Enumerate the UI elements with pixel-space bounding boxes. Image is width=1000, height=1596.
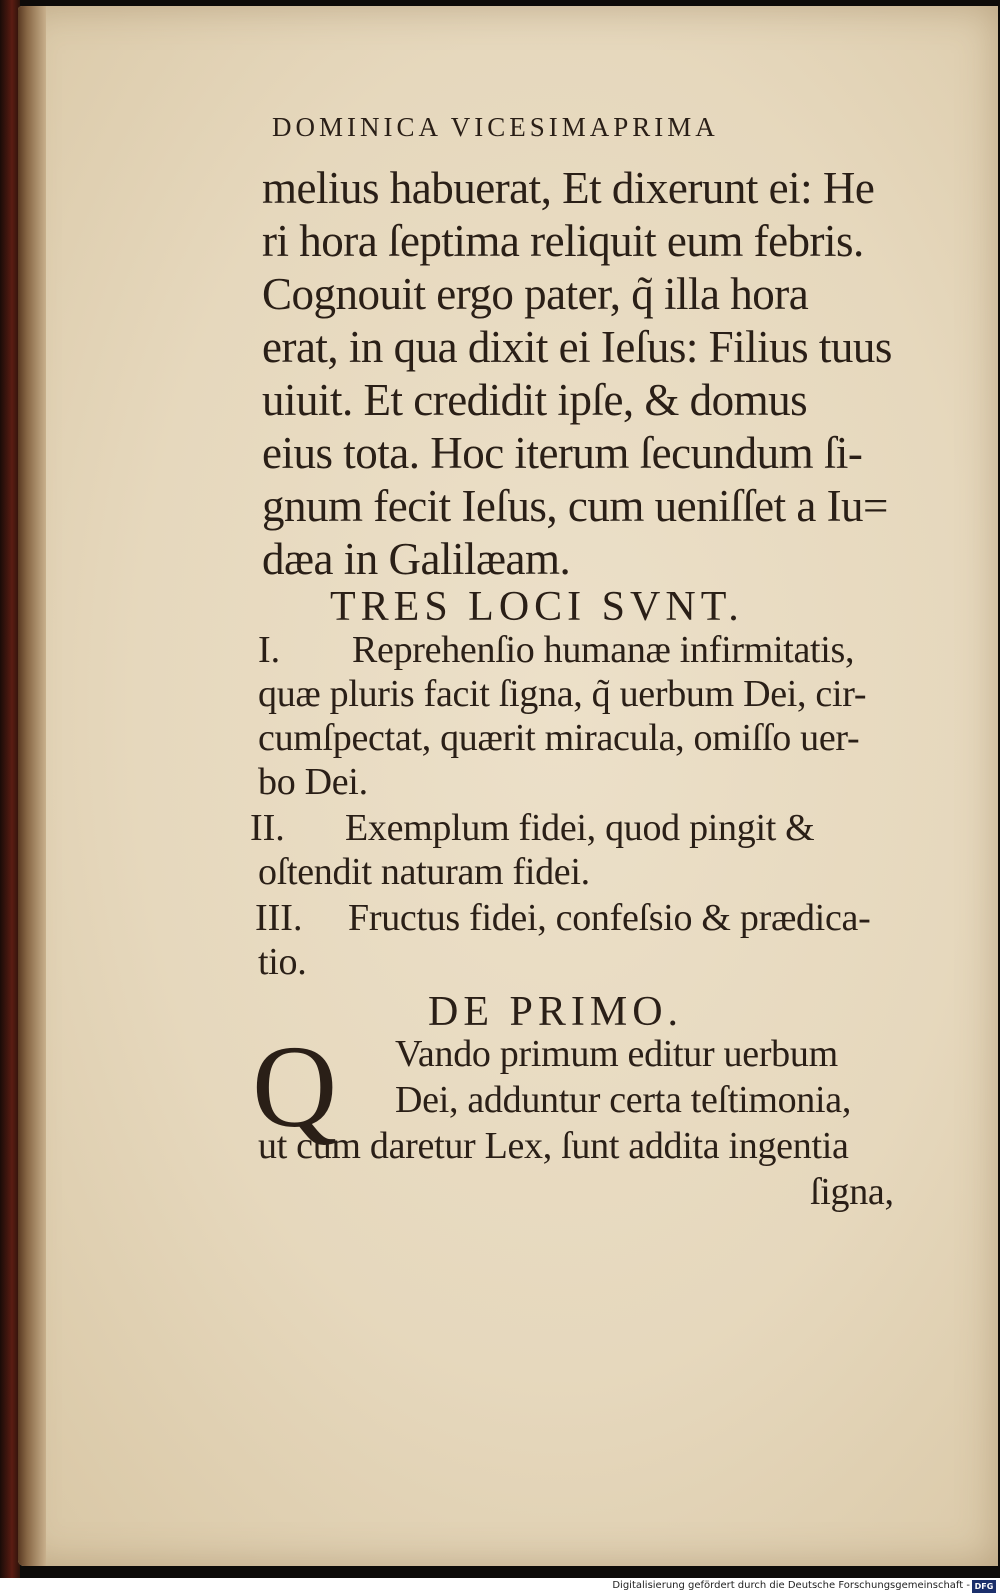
locus-line: oſtendit naturam fidei. <box>258 851 590 893</box>
text-line: dæa in Galilæam. <box>262 534 571 584</box>
text-line: eius tota. Hoc iterum ſecundum ſi- <box>262 428 863 478</box>
locus-line: Exemplum fidei, quod pingit & <box>345 807 815 849</box>
text-line: ut cum daretur Lex, ſunt addita ingentia <box>258 1125 849 1167</box>
locus-line: bo Dei. <box>258 761 368 803</box>
text-line: uiuit. Et credidit ipſe, & domus <box>262 375 808 425</box>
locus-line: cumſpectat, quærit miracula, omiſſo uer- <box>258 717 860 759</box>
locus-line: quæ pluris facit ſigna, q̃ uerbum Dei, cir- <box>258 673 867 715</box>
locus-numeral: II. <box>250 807 285 849</box>
locus-line: tio. <box>258 941 307 983</box>
subheading: DE PRIMO. <box>428 989 684 1035</box>
section-heading: TRES LOCI SVNT. <box>330 584 744 630</box>
book-edge <box>0 0 20 1596</box>
text-line: Vando primum editur uerbum <box>395 1033 838 1075</box>
text-line: erat, in qua dixit ei Ieſus: Filius tuus <box>262 322 892 372</box>
text-line: Cognouit ergo pater, q̃ illa hora <box>262 269 809 319</box>
text-line: gnum fecit Ieſus, cum ueniſſet a Iu= <box>262 481 888 531</box>
drop-cap: Q <box>252 1021 338 1152</box>
locus-numeral: I. <box>258 629 281 671</box>
running-head: DOMINICA VICESIMAPRIMA <box>272 112 719 142</box>
locus-numeral: III. <box>255 897 303 939</box>
text-line: melius habuerat, Et dixerunt ei: He <box>262 163 875 213</box>
text-line: Dei, adduntur certa teſtimonia, <box>395 1079 852 1121</box>
locus-line: Reprehenſio humanæ infirmitatis, <box>352 629 855 671</box>
catchword: ſigna, <box>810 1171 894 1213</box>
text-line: ri hora ſeptima reliquit eum febris. <box>262 216 864 266</box>
dfg-logo: DFG <box>972 1580 996 1593</box>
footer-credit: Digitalisierung gefördert durch die Deutsche Forschungsgemeinschaft - <box>612 1580 970 1591</box>
locus-line: Fructus fidei, confeſsio & prædica- <box>348 897 871 939</box>
page-gutter-shadow <box>18 6 46 1566</box>
